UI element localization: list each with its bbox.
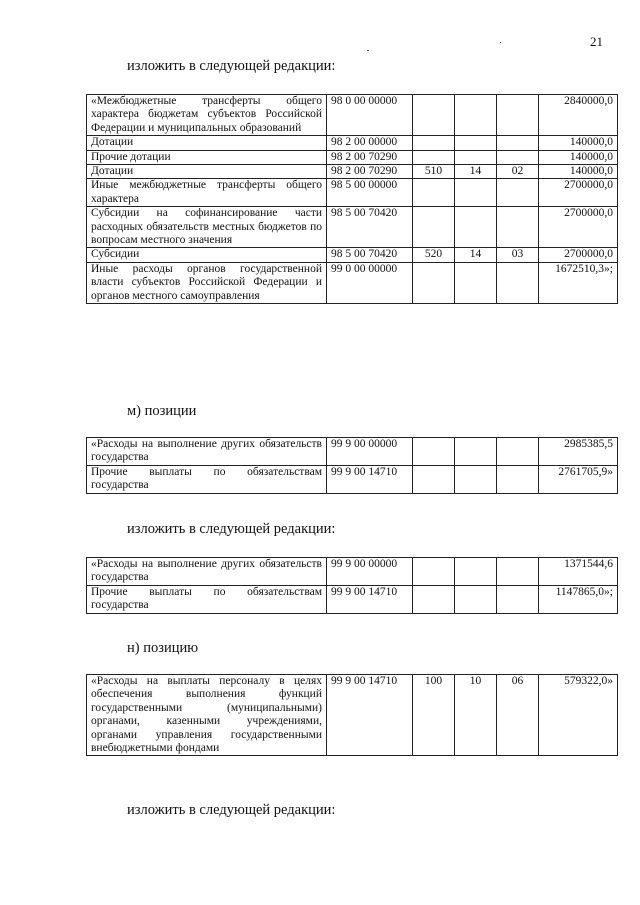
row-expense-type <box>413 179 455 207</box>
row-subsection: 02 <box>497 165 539 179</box>
row-expense-type: 100 <box>413 675 455 756</box>
row-amount: 2700000,0 <box>539 207 618 248</box>
row-expense-type <box>413 438 455 466</box>
row-amount: 2985385,5 <box>539 438 618 466</box>
row-name: Дотации <box>87 136 327 150</box>
row-name: Иные межбюджетные трансферты общего характера <box>87 179 327 207</box>
row-code: 98 2 00 70290 <box>327 150 413 164</box>
row-subsection <box>497 207 539 248</box>
row-name: «Межбюджетные трансферты общего характера бюджетам субъектов Российской Федерации и муниципальных образований <box>87 95 327 136</box>
table-row <box>87 136 618 150</box>
budget-table-1 <box>86 94 618 304</box>
table-row <box>87 165 618 179</box>
heading-edit-3: изложить в следующей редакции: <box>127 802 336 818</box>
row-name: Субсидии на софинансирование части расходных обязательств местных бюджетов по вопросам местного значения <box>87 207 327 248</box>
budget-table-4 <box>86 674 618 756</box>
row-code: 98 5 00 70420 <box>327 207 413 248</box>
row-subsection <box>497 558 539 586</box>
row-section <box>455 150 497 164</box>
row-section <box>455 179 497 207</box>
row-expense-type <box>413 95 455 136</box>
row-name: Субсидии <box>87 248 327 262</box>
row-code: 98 5 00 70420 <box>327 248 413 262</box>
row-amount: 1672510,3»; <box>539 262 618 303</box>
row-section <box>455 585 497 613</box>
row-subsection <box>497 262 539 303</box>
row-section <box>455 465 497 493</box>
row-section <box>455 95 497 136</box>
row-section: 10 <box>455 675 497 756</box>
row-expense-type <box>413 585 455 613</box>
page-number: 21 <box>590 34 603 49</box>
table-row <box>87 675 618 756</box>
row-name: «Расходы на выплаты персоналу в целях обеспечения выполнения функций государственными (муниципальными) органами, казенными учреждениями, органами управления государственными внебюджетными фондами <box>87 675 327 756</box>
row-name: Иные расходы органов государственной власти субъектов Российской Федерации и органов местного самоуправления <box>87 262 327 303</box>
row-amount: 2840000,0 <box>539 95 618 136</box>
row-expense-type: 510 <box>413 165 455 179</box>
row-expense-type: 520 <box>413 248 455 262</box>
row-subsection <box>497 179 539 207</box>
row-code: 99 9 00 00000 <box>327 438 413 466</box>
row-subsection <box>497 465 539 493</box>
table-row <box>87 465 618 493</box>
row-subsection <box>497 136 539 150</box>
row-amount: 140000,0 <box>539 165 618 179</box>
row-amount: 2700000,0 <box>539 248 618 262</box>
row-subsection: 03 <box>497 248 539 262</box>
row-name: «Расходы на выполнение других обязательств государства <box>87 438 327 466</box>
row-name: Прочие выплаты по обязательствам государства <box>87 585 327 613</box>
row-expense-type <box>413 150 455 164</box>
row-subsection <box>497 438 539 466</box>
row-subsection <box>497 585 539 613</box>
row-code: 99 9 00 14710 <box>327 675 413 756</box>
row-amount: 2700000,0 <box>539 179 618 207</box>
row-amount: 140000,0 <box>539 150 618 164</box>
row-code: 99 0 00 00000 <box>327 262 413 303</box>
row-section <box>455 207 497 248</box>
table-row <box>87 207 618 248</box>
heading-edit-1: изложить в следующей редакции: <box>127 58 336 74</box>
row-section <box>455 136 497 150</box>
table-row <box>87 585 618 613</box>
row-section <box>455 438 497 466</box>
row-section: 14 <box>455 165 497 179</box>
row-expense-type <box>413 558 455 586</box>
table-row <box>87 558 618 586</box>
budget-table-3 <box>86 557 618 614</box>
table-row <box>87 438 618 466</box>
row-code: 98 2 00 70290 <box>327 165 413 179</box>
row-code: 98 0 00 00000 <box>327 95 413 136</box>
row-amount: 1147865,0»; <box>539 585 618 613</box>
table-row <box>87 179 618 207</box>
heading-edit-2: изложить в следующей редакции: <box>127 521 336 537</box>
row-code: 98 2 00 00000 <box>327 136 413 150</box>
heading-n-position: н) позицию <box>127 640 199 656</box>
row-code: 99 9 00 14710 <box>327 465 413 493</box>
row-section <box>455 262 497 303</box>
row-subsection: 06 <box>497 675 539 756</box>
row-name: Прочие дотации <box>87 150 327 164</box>
budget-table-2 <box>86 437 618 494</box>
row-expense-type <box>413 465 455 493</box>
table-row <box>87 95 618 136</box>
row-subsection <box>497 95 539 136</box>
row-name: Дотации <box>87 165 327 179</box>
row-amount: 140000,0 <box>539 136 618 150</box>
table-row <box>87 248 618 262</box>
row-expense-type <box>413 262 455 303</box>
row-code: 99 9 00 14710 <box>327 585 413 613</box>
row-expense-type <box>413 207 455 248</box>
row-name: Прочие выплаты по обязательствам государства <box>87 465 327 493</box>
row-subsection <box>497 150 539 164</box>
row-code: 99 9 00 00000 <box>327 558 413 586</box>
table-row <box>87 262 618 303</box>
row-name: «Расходы на выполнение других обязательств государства <box>87 558 327 586</box>
row-amount: 1371544,6 <box>539 558 618 586</box>
row-section <box>455 558 497 586</box>
table-row <box>87 150 618 164</box>
row-amount: 579322,0» <box>539 675 618 756</box>
row-code: 98 5 00 00000 <box>327 179 413 207</box>
scan-speck <box>367 50 369 51</box>
row-section: 14 <box>455 248 497 262</box>
heading-m-positions: м) позиции <box>127 403 197 419</box>
row-amount: 2761705,9» <box>539 465 618 493</box>
scan-speck <box>500 42 501 43</box>
row-expense-type <box>413 136 455 150</box>
